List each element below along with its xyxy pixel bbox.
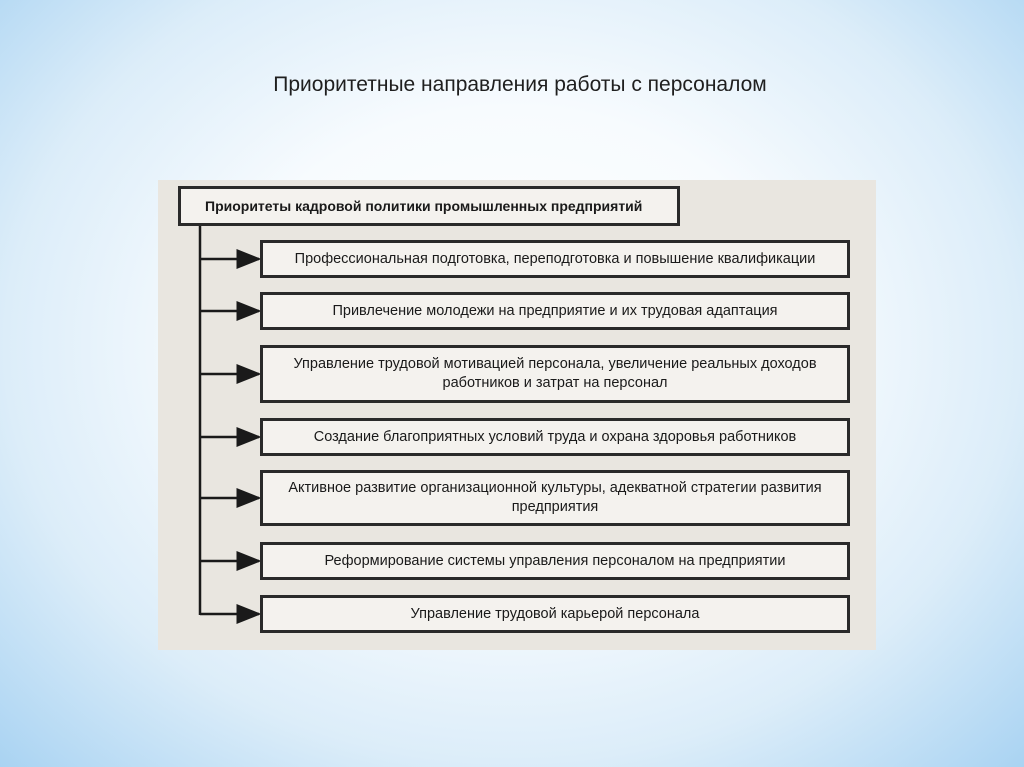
priority-box-6: Реформирование системы управления персоналом на предприятии bbox=[260, 542, 850, 580]
scanned-diagram bbox=[158, 180, 876, 650]
priority-box-3: Управление трудовой мотивацией персонала, увеличение реальных доходов работников и затрат на персонал bbox=[260, 345, 850, 403]
priority-box-2: Привлечение молодежи на предприятие и их трудовая адаптация bbox=[260, 292, 850, 330]
priority-box-7: Управление трудовой карьерой персонала bbox=[260, 595, 850, 633]
slide-title: Приоритетные направления работы с персоналом bbox=[273, 73, 767, 96]
priority-box-5: Активное развитие организационной культуры, адекватной стратегии развития предприятия bbox=[260, 470, 850, 526]
priority-box-4: Создание благоприятных условий труда и охрана здоровья работников bbox=[260, 418, 850, 456]
priority-box-1: Профессиональная подготовка, переподготовка и повышение квалификации bbox=[260, 240, 850, 278]
header-box: Приоритеты кадровой политики промышленных предприятий bbox=[178, 186, 680, 226]
